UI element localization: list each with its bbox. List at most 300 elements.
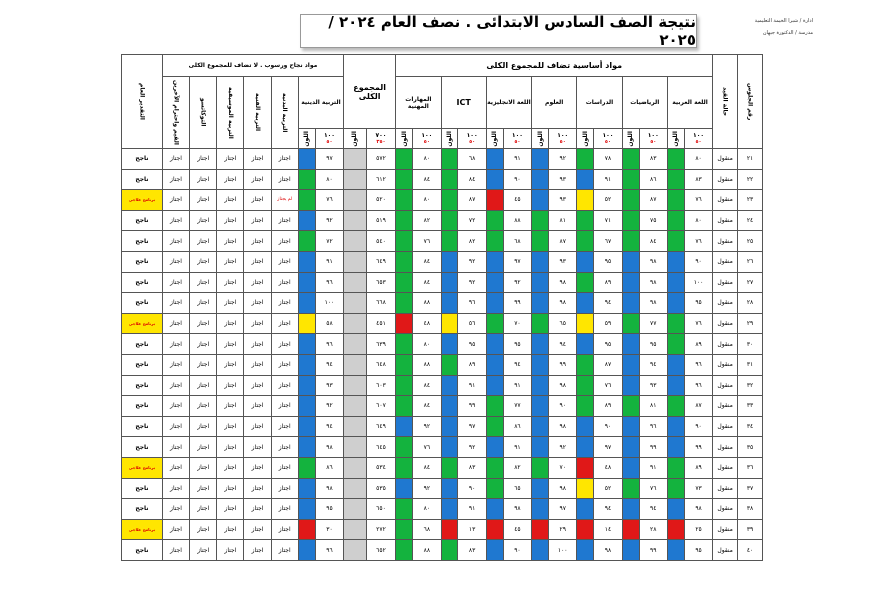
enrollment-status: منقول [713,293,738,314]
pass-status-3: اجتاز [217,190,244,211]
final-result: ناجح [122,416,163,437]
max-score-cell [458,129,486,149]
enrollment-status: منقول [713,519,738,540]
pass-status-3: اجتاز [217,251,244,272]
student-row [122,375,763,396]
score-sd: ٨٩ [594,396,622,417]
total-color [344,272,367,293]
max-score: ١٠٠ [511,132,523,139]
score-sk: ٨٤ [413,457,441,478]
grade-color-ict [441,231,458,252]
final-result: ناجح [122,437,163,458]
total-score: ٦٥٠ [366,499,395,520]
score-sd: ٨٩ [594,272,622,293]
total-header: المجموع الكلى [344,55,396,129]
score-sk: ٧٦ [413,231,441,252]
grade-color-sd [577,334,594,355]
score-en: ٩١ [503,375,531,396]
pass-status-5: اجتاز [162,375,189,396]
score-sk: ٨٤ [413,396,441,417]
grade-color-sk [396,251,413,272]
score-religion: ٩٨ [315,437,343,458]
score-sd: ٩١ [594,169,622,190]
min-score: ٥٠ [604,139,612,145]
total-score: ٥٣٤ [366,457,395,478]
pass-status-4: اجتاز [190,190,217,211]
score-ict: ٩٢ [458,251,486,272]
pass-status-2: اجتاز [244,375,271,396]
total-color [344,375,367,396]
grade-color-religion [298,272,315,293]
score-en: ٧٧ [503,396,531,417]
total-score: ٦٤٥ [366,437,395,458]
final-result: ناجح [122,251,163,272]
student-row [122,354,763,375]
score-ar: ٩٦ [684,375,712,396]
score-en: ٧٠ [503,313,531,334]
grade-color-ict [441,540,458,561]
pass-status-2: اجتاز [244,540,271,561]
total-score: ٥٧٢ [366,149,395,170]
grade-color-sd [577,169,594,190]
student-row [122,149,763,170]
score-sk: ٨٠ [413,334,441,355]
pass-status-3: اجتاز [217,396,244,417]
pass-status-1: اجتاز [271,437,298,458]
pass-status-1: اجتاز [271,251,298,272]
grade-color-sk [396,313,413,334]
score-ma: ٨٧ [639,190,667,211]
max-score: ٧٠٠ [375,132,387,139]
grade-color-religion [298,540,315,561]
score-ma: ٩٨ [639,251,667,272]
total-score: ٤٥١ [366,313,395,334]
total-color [344,437,367,458]
score-sd: ٩٨ [594,540,622,561]
english-header: اللغة الانجليزية [486,77,531,129]
studies-header: الدراسات [577,77,622,129]
grade-color-sk [396,478,413,499]
grade-color-ma [622,169,639,190]
final-result: ناجح [122,334,163,355]
grade-color-sk [396,540,413,561]
grade-color-religion [298,519,315,540]
student-row [122,437,763,458]
school-name-line: مدرسة / الدكتورة جيهان [762,30,813,36]
pass-status-1: اجتاز [271,272,298,293]
score-ict: ٩٠ [458,478,486,499]
score-sc: ٩٣ [549,251,577,272]
seat-number: ٤٠ [738,540,763,561]
score-sc: ٨٧ [549,231,577,252]
color-label-cell [344,129,367,149]
max-score-cell [315,129,343,149]
grade-color-ict [441,478,458,499]
max-score-cell [413,129,441,149]
grade-color-sd [577,478,594,499]
score-ar: ١٠٠ [684,272,712,293]
seat-number: ٢١ [738,149,763,170]
pass-status-5: اجتاز [162,354,189,375]
pass-status-4: اجتاز [190,272,217,293]
score-ar: ٩٨ [684,499,712,520]
final-result: ناجح [122,354,163,375]
final-result: ناجح [122,231,163,252]
grade-color-ma [622,251,639,272]
student-row [122,540,763,561]
pass-status-3: اجتاز [217,313,244,334]
score-en: ٩٠ [503,169,531,190]
grade-color-sk [396,416,413,437]
score-sk: ٧٦ [413,437,441,458]
total-score: ٦٤٩ [366,416,395,437]
score-ar: ٧٣ [684,478,712,499]
seat-number: ٣٩ [738,519,763,540]
max-score: ١٠٠ [557,132,569,139]
student-row [122,293,763,314]
grade-color-ma [622,293,639,314]
score-sc: ٧٠ [549,457,577,478]
score-sc: ٩٣ [549,169,577,190]
color-label-cell [396,129,413,149]
pass-status-2: اجتاز [244,354,271,375]
grade-color-ma [622,416,639,437]
seat-number: ٣٥ [738,437,763,458]
min-score: ٥٠ [469,139,476,145]
grade-color-religion [298,396,315,417]
grade-color-sd [577,231,594,252]
enrollment-status: منقول [713,313,738,334]
final-result: ناجح [122,272,163,293]
grade-color-sk [396,293,413,314]
student-row [122,210,763,231]
pass-status-3: اجتاز [217,169,244,190]
seat-number: ٣٨ [738,499,763,520]
score-en: ٩٤ [503,354,531,375]
grade-color-sd [577,499,594,520]
pass-status-2: اجتاز [244,334,271,355]
score-ict: ٨٩ [458,354,486,375]
grade-color-ict [441,499,458,520]
pass-status-1: اجتاز [271,293,298,314]
total-score: ٦٥٣ [366,272,395,293]
status-header: حالة القيد [713,55,738,149]
grade-color-religion [298,313,315,334]
grade-color-religion [298,251,315,272]
enrollment-status: منقول [713,251,738,272]
final-result: برنامج علاجي [122,519,163,540]
grade-color-sd [577,540,594,561]
max-score: ١٠٠ [647,132,659,139]
student-row [122,190,763,211]
score-sd: ٨٧ [594,354,622,375]
score-sd: ٤٨ [594,457,622,478]
total-score: ٦٤٨ [366,354,395,375]
math-header: الرياضيات [622,77,667,129]
grade-color-sc [532,437,549,458]
school-info [703,15,813,39]
pass-status-2: اجتاز [244,457,271,478]
pass-status-3: اجتاز [217,478,244,499]
score-en: ٤٥ [503,519,531,540]
color-label: اللون [446,130,453,147]
color-label: اللون [351,130,359,147]
grade-color-sc [532,149,549,170]
grade-color-sc [532,416,549,437]
score-sc: ٩٠ [549,396,577,417]
score-religion: ٨٦ [315,457,343,478]
score-ict: ٩١ [458,499,486,520]
pass-status-3: اجتاز [217,499,244,520]
score-sc: ٢٩ [549,519,577,540]
pass-status-1: اجتاز [271,478,298,499]
science-header: العلوم [532,77,577,129]
pass-status-5: اجتاز [162,190,189,211]
pass-status-4: اجتاز [190,519,217,540]
final-result: برنامج علاجي [122,457,163,478]
score-ar: ٩٥ [684,540,712,561]
grade-color-sc [532,169,549,190]
score-sd: ٩٥ [594,334,622,355]
score-en: ٩٨ [503,499,531,520]
grade-color-ict [441,210,458,231]
color-label: اللون [627,130,635,147]
pass-status-2: اجتاز [244,169,271,190]
max-score-cell [366,129,395,149]
final-result: ناجح [122,396,163,417]
score-ar: ٩٠ [684,416,712,437]
grade-color-sc [532,457,549,478]
pass-status-4: اجتاز [190,354,217,375]
score-sk: ٨٤ [413,272,441,293]
total-color [344,334,367,355]
grade-color-en [486,416,503,437]
total-color [344,169,367,190]
grade-color-en [486,169,503,190]
student-row [122,251,763,272]
max-score-cell [503,129,531,149]
score-sk: ٨٤ [413,169,441,190]
score-en: ٩٢ [503,272,531,293]
grade-color-en [486,519,503,540]
score-sc: ٩٢ [549,437,577,458]
score-sk: ٨٤ [413,375,441,396]
min-score: ٥٠ [695,139,702,145]
pass-status-1: اجتاز [271,149,298,170]
grade-color-ict [441,190,458,211]
student-row [122,416,763,437]
total-score: ٦٠٧ [366,396,395,417]
score-en: ٩١ [503,149,531,170]
grade-color-sc [532,375,549,396]
grade-color-sd [577,293,594,314]
pass-status-4: اجتاز [190,169,217,190]
grade-color-ict [441,293,458,314]
score-sd: ٩٧ [594,437,622,458]
char-header-2: التربية الفنية [244,77,271,149]
grade-color-ar [667,499,684,520]
final-result: برنامج علاجي [122,190,163,211]
grade-color-religion [298,231,315,252]
score-religion: ٩٣ [315,375,343,396]
enrollment-status: منقول [713,396,738,417]
grade-color-en [486,396,503,417]
arabic-header: اللغة العربية [667,77,712,129]
score-religion: ١٠٠ [315,293,343,314]
grade-color-ma [622,457,639,478]
pass-status-1: اجتاز [271,457,298,478]
basic-subjects-header: مواد أساسية تضاف للمجموع الكلى [396,55,713,77]
grade-color-religion [298,169,315,190]
score-en: ٩٩ [503,293,531,314]
pass-status-2: اجتاز [244,478,271,499]
score-sc: ٩٣ [549,190,577,211]
score-ma: ٨٦ [639,169,667,190]
score-sd: ٧١ [594,210,622,231]
score-ma: ٩٨ [639,272,667,293]
score-ar: ٨٩ [684,457,712,478]
color-label: اللون [491,130,499,147]
pass-status-3: اجتاز [217,272,244,293]
total-color [344,540,367,561]
score-sc: ٩٩ [549,354,577,375]
total-score: ٦٠٣ [366,375,395,396]
score-religion: ٩٢ [315,210,343,231]
score-sc: ٩٤ [549,334,577,355]
seat-number: ٣٤ [738,416,763,437]
total-color [344,231,367,252]
grade-color-ar [667,478,684,499]
color-label-cell [532,129,549,149]
total-score: ٢٧٢ [366,519,395,540]
score-en: ٦٨ [503,231,531,252]
pass-status-3: اجتاز [217,210,244,231]
score-sk: ٦٨ [413,519,441,540]
color-label-cell [667,129,684,149]
pass-status-1: اجتاز [271,334,298,355]
score-en: ٩١ [503,437,531,458]
grade-color-sc [532,210,549,231]
score-ict: ٩٦ [458,293,486,314]
pass-status-1: لم يجتاز [271,190,298,211]
grade-color-sc [532,540,549,561]
final-result: ناجح [122,149,163,170]
grade-color-religion [298,354,315,375]
total-score: ٦٥٢ [366,540,395,561]
pass-status-3: اجتاز [217,354,244,375]
pass-status-2: اجتاز [244,519,271,540]
min-score: ٥٠ [650,139,657,145]
grade-color-ict [441,169,458,190]
score-sc: ١٠٠ [549,540,577,561]
score-religion: ٥٨ [315,313,343,334]
score-ar: ٩٠ [684,251,712,272]
score-sc: ٩٨ [549,272,577,293]
pass-status-5: اجتاز [162,149,189,170]
grade-color-ict [441,251,458,272]
seat-number: ٣٢ [738,375,763,396]
seat-number: ٣٦ [738,457,763,478]
score-religion: ٧٦ [315,190,343,211]
min-score: ٣٥٠ [376,139,386,145]
grade-color-sc [532,519,549,540]
score-ict: ٨٧ [458,190,486,211]
pass-status-2: اجتاز [244,313,271,334]
grade-color-sd [577,251,594,272]
max-score: ١٠٠ [693,132,705,139]
skills-header: المهارات المهنية [396,77,441,129]
score-ict: ٧٢ [458,210,486,231]
score-sc: ٩٧ [549,499,577,520]
grade-color-en [486,540,503,561]
grade-color-ict [441,416,458,437]
pass-status-1: اجتاز [271,519,298,540]
seat-number: ٣٧ [738,478,763,499]
pass-status-4: اجتاز [190,334,217,355]
score-ma: ٧٧ [639,313,667,334]
seat-number: ٢٧ [738,272,763,293]
grade-color-sc [532,396,549,417]
final-result: ناجح [122,375,163,396]
grade-color-religion [298,210,315,231]
score-ma: ٢٨ [639,519,667,540]
grade-color-ma [622,396,639,417]
pass-status-4: اجتاز [190,540,217,561]
grade-color-ma [622,354,639,375]
max-score: ١٠٠ [323,132,335,139]
pass-status-5: اجتاز [162,396,189,417]
seat-number: ٢٢ [738,169,763,190]
pass-status-4: اجتاز [190,416,217,437]
pass-status-5: اجتاز [162,478,189,499]
score-ict: ٩٢ [458,272,486,293]
pass-status-3: اجتاز [217,457,244,478]
final-result: ناجح [122,478,163,499]
seat-number: ٣٠ [738,334,763,355]
score-religion: ٨٠ [315,169,343,190]
total-color [344,478,367,499]
pass-status-1: اجتاز [271,375,298,396]
grade-color-ar [667,210,684,231]
score-sd: ٧٦ [594,375,622,396]
grade-color-ict [441,375,458,396]
grade-color-ma [622,313,639,334]
grade-color-ar [667,251,684,272]
grade-color-sk [396,375,413,396]
pass-status-2: اجتاز [244,210,271,231]
pass-status-4: اجتاز [190,293,217,314]
grade-color-ma [622,272,639,293]
score-ma: ٨٤ [639,231,667,252]
score-ict: ٥٦ [458,313,486,334]
score-ar: ٢٥ [684,519,712,540]
pass-status-3: اجتاز [217,293,244,314]
enrollment-status: منقول [713,354,738,375]
grade-color-ar [667,396,684,417]
score-sk: ٨٨ [413,354,441,375]
total-color [344,293,367,314]
score-religion: ٩١ [315,251,343,272]
grade-color-ar [667,457,684,478]
min-score: ٥٠ [326,139,333,145]
score-ma: ٧٦ [639,478,667,499]
score-sd: ٩٥ [594,251,622,272]
score-religion: ٩٥ [315,499,343,520]
grade-color-ma [622,190,639,211]
grade-color-sc [532,190,549,211]
grade-color-ar [667,437,684,458]
score-sc: ٩٢ [549,149,577,170]
